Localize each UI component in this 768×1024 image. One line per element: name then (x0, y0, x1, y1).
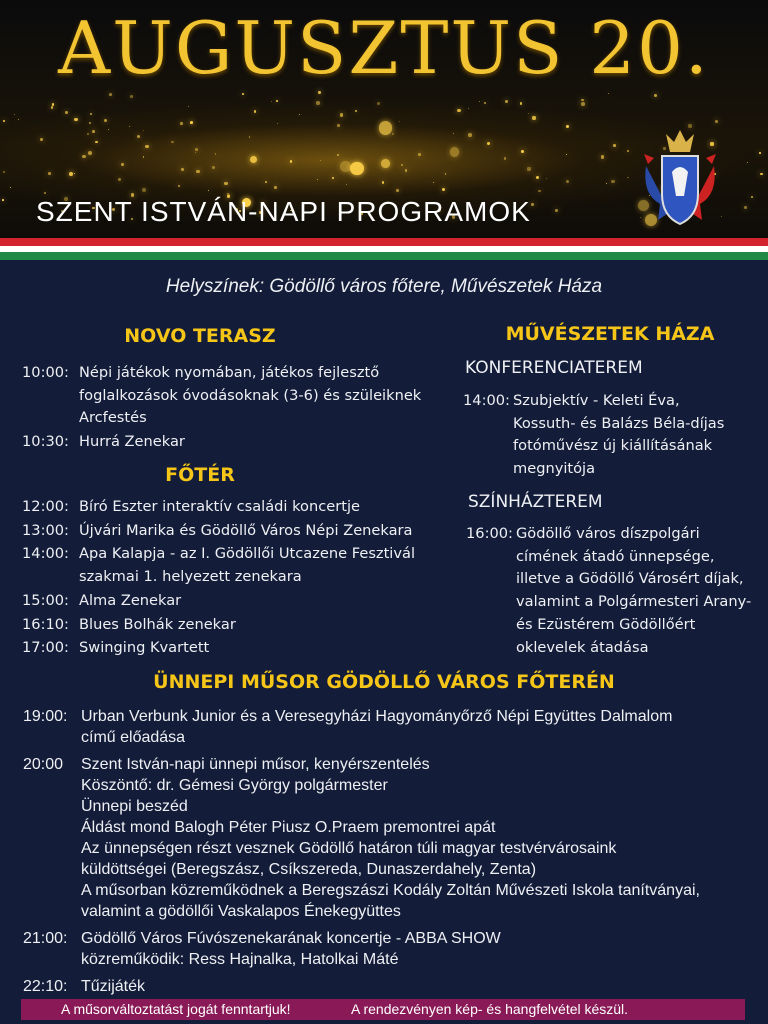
sparkle (337, 154, 339, 156)
sparkle (401, 164, 403, 166)
sparkle (487, 142, 490, 145)
flag-stripe-green (0, 252, 768, 260)
schedule-time: 22:10: (23, 978, 68, 995)
sparkle (87, 133, 89, 135)
sparkle (715, 120, 718, 123)
sparkle (224, 182, 228, 186)
sparkle (453, 133, 454, 134)
sparkle (51, 106, 53, 108)
schedule-text: Arcfestés (79, 409, 147, 427)
schedule-text: A műsorban közreműködnek a Beregszászi Kodály Zoltán Művészeti Iskola tanítványai, (81, 882, 700, 899)
sparkle (538, 190, 540, 192)
sparkle (108, 129, 109, 130)
schedule-time: 10:00: (22, 364, 69, 381)
schedule-item (22, 543, 462, 588)
sparkle (250, 156, 257, 163)
sparkle (608, 93, 609, 94)
sparkle (405, 169, 408, 172)
sparkle (468, 108, 469, 109)
header-banner (0, 0, 768, 238)
sparkle (69, 172, 73, 176)
schedule-text: Újvári Marika és Gödöllő Város Népi Zenekara (79, 521, 413, 539)
schedule-text: Alma Zenekar (79, 591, 182, 609)
sparkle (457, 109, 461, 113)
sparkle (181, 168, 183, 170)
sparkle (88, 151, 92, 155)
section-title-foter: FŐTÉR (165, 464, 235, 486)
sparkle (581, 102, 585, 106)
sparkle (142, 188, 146, 192)
schedule-item (23, 706, 758, 748)
schedule-text: szakmai 1. helyezett zenekara (79, 568, 302, 586)
sparkle (242, 93, 245, 96)
konferenciaterem-list (463, 390, 763, 482)
schedule-text: illetve a Gödöllő Városért díjak, (516, 570, 744, 588)
sparkle (399, 121, 400, 122)
page-title: AUGUSZTUS 20. (58, 6, 710, 90)
sparkle (118, 178, 121, 181)
schedule-text: Blues Bolhák zenekar (79, 615, 236, 633)
footer-bar (21, 999, 745, 1020)
sparkle (44, 192, 46, 194)
sparkle (450, 147, 460, 157)
sparkle (611, 180, 614, 183)
sparkle (89, 122, 92, 125)
schedule-text: Apa Kalapja - az I. Gödöllői Utcazene Fesztivál (79, 545, 415, 563)
sparkle (318, 91, 320, 93)
schedule-text: Gödöllő Város Fúvószenekarának koncertje - ABBA SHOW (81, 930, 501, 947)
sparkle (316, 101, 319, 104)
sparkle (484, 102, 486, 104)
sparkle (654, 94, 657, 97)
sparkle (104, 119, 107, 122)
sparkle (721, 216, 722, 217)
sparkle (208, 190, 209, 191)
sparkle (355, 110, 356, 111)
schedule-item (22, 520, 462, 543)
sparkle (277, 123, 278, 124)
sparkle (290, 160, 292, 162)
schedule-item (466, 523, 766, 659)
sparkle (180, 122, 183, 125)
sparkle (581, 99, 583, 101)
sparkle (82, 155, 86, 159)
sparkle (536, 176, 539, 179)
schedule-text: című előadása (81, 729, 186, 746)
sparkle (504, 157, 506, 159)
sparkle (346, 184, 347, 185)
schedule-time: 10:30: (22, 433, 69, 451)
sparkle (521, 150, 525, 154)
schedule-item (463, 390, 763, 481)
sparkle (14, 114, 15, 115)
sparkle (143, 156, 145, 158)
schedule-text: Kossuth- és Balázs Béla-díjas (513, 414, 725, 432)
sparkle (171, 141, 173, 143)
sparkle (90, 113, 91, 114)
sparkle (3, 120, 6, 123)
sparkle (249, 136, 250, 137)
sparkle (442, 188, 445, 191)
schedule-text: oklevelek átadása (516, 638, 649, 656)
schedule-text: Köszöntő: dr. Gémesi György polgármester (81, 777, 388, 794)
sparkle (265, 181, 267, 183)
sparkle (566, 125, 569, 128)
sparkle (627, 150, 629, 152)
sparkle (121, 163, 124, 166)
sparkle (627, 177, 628, 178)
sparkle (320, 160, 321, 161)
section-title-muveszetek-haza: MŰVÉSZETEK HÁZA (505, 323, 715, 345)
sparkle (196, 170, 199, 173)
section-title-novo-terasz: NOVO TERASZ (124, 325, 276, 347)
sparkle (601, 155, 604, 158)
sparkle (3, 171, 5, 173)
schedule-time: 14:00: (22, 545, 69, 563)
schedule-text: Áldást mond Balogh Péter Piusz O.Praem premontrei apát (81, 819, 496, 836)
sparkle (195, 152, 196, 153)
sparkle (92, 130, 95, 133)
sparkle (145, 145, 149, 149)
schedule-text: Urban Verbunk Junior és a Veresegyházi Hagyományőrző Népi Együttes Dalmalom (81, 708, 673, 725)
sparkle (350, 162, 363, 175)
schedule-item (22, 362, 452, 430)
coat-of-arms-icon (640, 124, 720, 228)
sparkle (505, 100, 508, 103)
sparkle (18, 119, 19, 120)
schedule-text: közreműködik: Ress Hajnalka, Hatolkai Máté (81, 951, 399, 968)
sparkle (337, 124, 339, 126)
schedule-text: Szent István-napi ünnepi műsor, kenyérszentelés (81, 756, 430, 773)
section-title-unnepi-musor: ÜNNEPI MŰSOR GÖDÖLLŐ VÁROS FŐTERÉN (153, 671, 615, 693)
sparkle (744, 206, 747, 209)
sparkle (332, 177, 334, 179)
schedule-time: 14:00: (463, 392, 510, 409)
sparkle (10, 187, 11, 188)
sparkle (396, 189, 399, 192)
sparkle (520, 102, 523, 105)
sparkle (299, 114, 300, 115)
schedule-time: 17:00: (22, 639, 69, 657)
schedule-time: 12:00: (22, 498, 69, 515)
sparkle (392, 133, 394, 135)
sparkle (546, 178, 547, 179)
schedule-time: 21:00: (23, 930, 68, 947)
schedule-text: Gödöllő város díszpolgári (516, 525, 700, 542)
schedule-text: Ünnepi beszéd (81, 798, 188, 815)
sparkle (137, 135, 140, 138)
schedule-item (23, 928, 758, 970)
sparkle (74, 173, 75, 174)
subsection-szinhazterem: SZÍNHÁZTEREM (468, 492, 603, 512)
sparkle (274, 186, 277, 189)
sparkle (479, 101, 480, 102)
sparkle (271, 101, 272, 102)
schedule-item (22, 590, 462, 613)
schedule-time: 13:00: (22, 521, 69, 539)
schedule-text: küldöttségei (Beregszász, Csíkszereda, Dunaszerdahely, Zenta) (81, 861, 537, 878)
sparkle (445, 173, 446, 174)
sparkle (760, 173, 763, 176)
sparkle (381, 159, 390, 168)
sparkle (747, 162, 748, 163)
sparkle (2, 199, 4, 201)
sparkle (178, 185, 180, 187)
sparkle (129, 126, 130, 127)
schedule-text: Népi játékok nyomában, játékos fejlesztő (79, 364, 380, 381)
sparkle (528, 113, 529, 114)
schedule-time: 20:00 (23, 756, 64, 773)
schedule-item (22, 431, 452, 454)
schedule-time: 19:00: (23, 708, 68, 725)
schedule-text: Bíró Eszter interaktív családi koncertje (79, 498, 360, 515)
sparkle (52, 103, 54, 105)
schedule-text: valamint a gödöllői Vaskalapos Énekegyüttes (81, 903, 401, 920)
sparkle (48, 172, 51, 175)
sparkle (130, 95, 133, 98)
sparkle (759, 152, 761, 154)
sparkle (613, 144, 616, 147)
sparkle (382, 181, 384, 183)
sparkle (532, 116, 535, 119)
flag-stripe-red (0, 238, 768, 246)
sparkle (215, 153, 216, 154)
sparkle (340, 113, 344, 117)
sparkle (377, 102, 380, 105)
sparkle (109, 93, 112, 96)
sparkle (566, 154, 567, 155)
schedule-item (22, 496, 462, 519)
schedule-time: 15:00: (22, 591, 69, 609)
schedule-text: Tűzijáték (81, 978, 146, 995)
page-subtitle: SZENT ISTVÁN-NAPI PROGRAMOK (36, 196, 531, 227)
sparkle (190, 121, 193, 124)
schedule-item (23, 754, 758, 922)
schedule-text: valamint a Polgármesteri Arany- (516, 593, 752, 611)
schedule-text: Szubjektív - Keleti Éva, (513, 392, 680, 409)
locations-line: Helyszínek: Gödöllő város főtere, Művészetek Háza (165, 276, 603, 297)
schedule-text: foglalkozások óvodásoknak (3-6) és szüleiknek (79, 386, 422, 404)
sparkle (317, 179, 318, 180)
schedule-text: Swinging Kvartett (79, 639, 210, 657)
szinhazterem-list (466, 523, 766, 660)
sparkle (143, 130, 144, 131)
footer-note-right: A rendezvényen kép- és hangfelvétel készül. (351, 1001, 629, 1017)
schedule-text: fotóművész új kiállításának (513, 437, 713, 455)
sparkle (65, 111, 68, 114)
schedule-time: 16:00: (466, 525, 513, 542)
unnepi-musor-list (23, 706, 758, 1003)
schedule-text: Az ünnepségen részt vesznek Gödöllő határon túli magyar testvérvárosaink (81, 840, 617, 857)
sparkle (566, 180, 569, 183)
sparkle (606, 183, 608, 185)
sparkle (276, 100, 278, 102)
schedule-text: megnyitója (513, 460, 596, 478)
sparkle (195, 148, 198, 151)
sparkle (751, 196, 753, 198)
sparkle (468, 133, 472, 137)
schedule-item (22, 614, 462, 637)
sparkle (40, 138, 43, 141)
schedule-item (23, 976, 758, 997)
sparkle (188, 106, 189, 107)
sparkle (555, 209, 558, 212)
foter-list (22, 496, 462, 661)
schedule-item (22, 637, 462, 660)
sparkle (95, 141, 98, 144)
footer-note-left: A műsorváltoztatást jogát fenntartjuk! (61, 1001, 291, 1017)
novo-terasz-list (22, 362, 452, 455)
sparkle (531, 203, 535, 207)
schedule-text: és Ezüstérem Gödöllőért (516, 615, 696, 633)
sparkle (418, 153, 421, 156)
sparkle (527, 167, 530, 170)
sparkle (254, 110, 257, 113)
schedule-text: Hurrá Zenekar (79, 433, 185, 451)
schedule-text: címének átadó ünnepsége, (516, 547, 715, 565)
sparkle (379, 121, 393, 135)
sparkle (74, 118, 78, 122)
schedule-time: 16:10: (22, 615, 69, 633)
sparkle (433, 182, 434, 183)
sparkle (212, 166, 215, 169)
subsection-konferenciaterem: KONFERENCIATEREM (465, 358, 643, 378)
